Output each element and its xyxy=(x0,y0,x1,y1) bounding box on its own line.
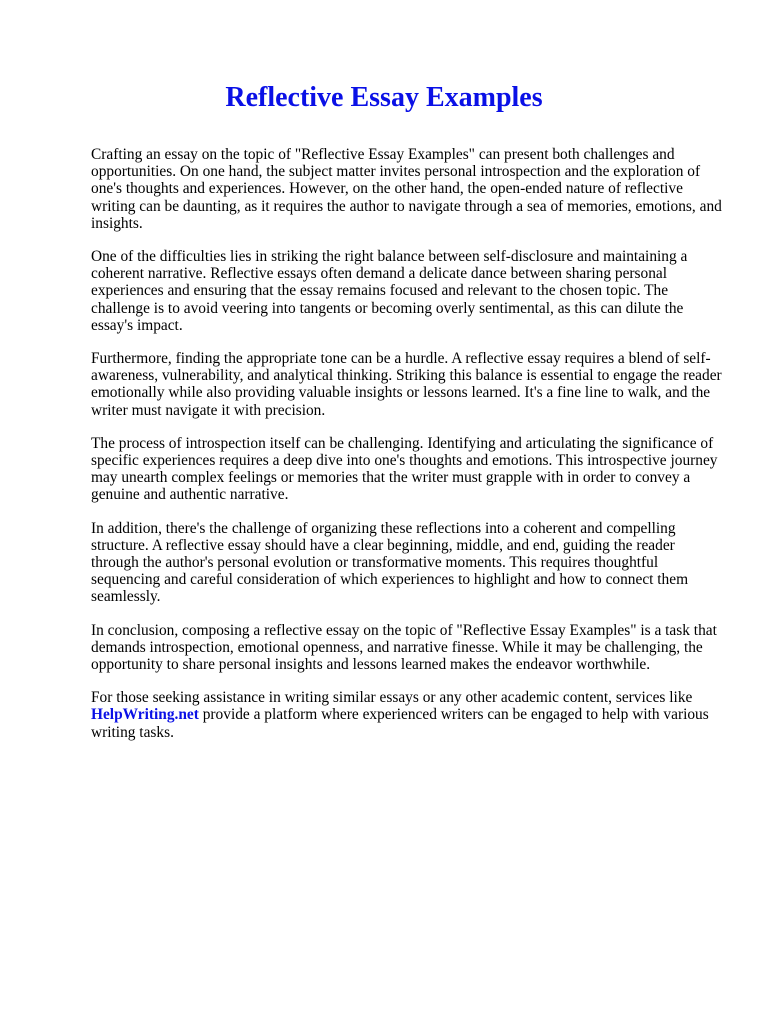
paragraph-1: Crafting an essay on the topic of "Reflective Essay Examples" can present both challenges and opportunities. On one hand, the subject matter invites personal introspection and the exploration of one's thoughts and experiences. However, on the other hand, the open-ended nature of reflective writing can be daunting, as it requires the author to navigate through a sea of memories, emotions, and insights. xyxy=(91,146,722,232)
paragraph-7-text-before: For those seeking assistance in writing similar essays or any other academic content, services like xyxy=(91,689,693,707)
paragraph-7 xyxy=(91,689,723,741)
paragraph-6: In conclusion, composing a reflective essay on the topic of "Reflective Essay Examples" is a task that demands introspection, emotional openness, and narrative finesse. While it may be challenging, the opportunity to share personal insights and lessons learned makes the endeavor worthwhile. xyxy=(91,621,717,674)
paragraph-7-text-after: provide a platform where experienced writers can be engaged to help with various writing tasks. xyxy=(91,706,709,741)
paragraph-2: One of the difficulties lies in striking the right balance between self-disclosure and maintaining a coherent narrative. Reflective essays often demand a delicate dance between sharing personal experiences and ensuring that the essay remains focused and relevant to the chosen topic. The challenge is to avoid veering into tangents or becoming overly sentimental, as this can dilute the essay's impact. xyxy=(91,248,688,334)
helpwriting-link[interactable]: HelpWriting.net xyxy=(91,706,199,724)
paragraph-4: The process of introspection itself can be challenging. Identifying and articulating the significance of specific experiences requires a deep dive into one's thoughts and emotions. This introspective journey may unearth complex feelings or memories that the writer must grapple with in order to convey a genuine and authentic narrative. xyxy=(91,434,718,504)
paragraph-3: Furthermore, finding the appropriate tone can be a hurdle. A reflective essay requires a blend of self-awareness, vulnerability, and analytical thinking. Striking this balance is essential to engage the reader emotionally while also providing valuable insights or lessons learned. It's a fine line to walk, and the writer must navigate it with precision. xyxy=(91,350,722,419)
page-title: Reflective Essay Examples xyxy=(225,82,543,113)
essay-body xyxy=(91,146,723,757)
paragraph-5: In addition, there's the challenge of organizing these reflections into a coherent and compelling structure. A reflective essay should have a clear beginning, middle, and end, guiding the reader through the author's personal evolution or transformative moments. This requires thoughtful sequencing and careful consideration of which experiences to highlight and how to connect them seamlessly. xyxy=(91,519,689,606)
